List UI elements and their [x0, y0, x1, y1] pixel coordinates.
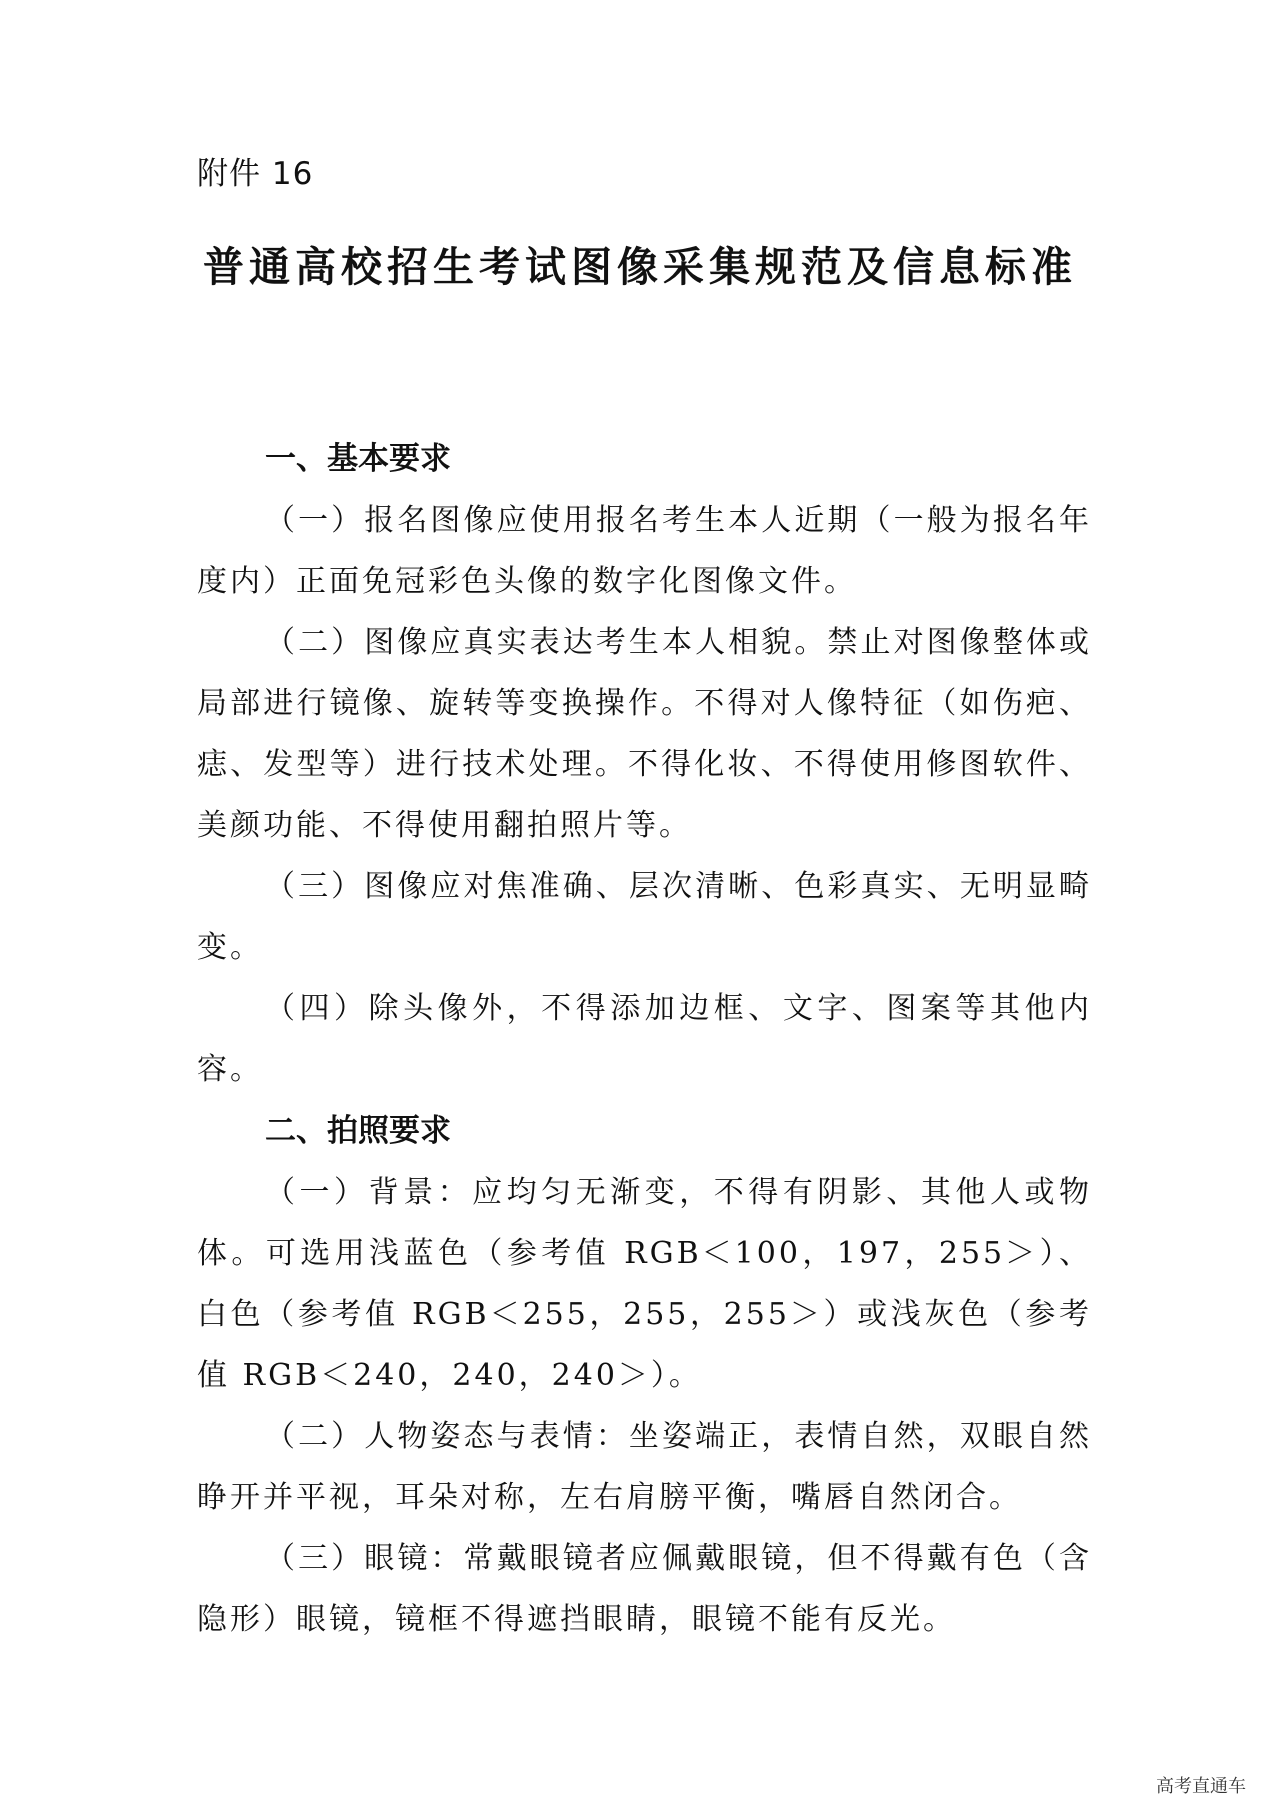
section-heading: 一、基本要求	[265, 441, 451, 477]
paragraph: （三）眼镜：常戴眼镜者应佩戴眼镜，但不得戴有色（含隐形）眼镜，镜框不得遮挡眼睛，眼镜不能有反光。	[197, 1541, 1092, 1637]
paragraph: （三）图像应对焦准确、层次清晰、色彩真实、无明显畸变。	[197, 869, 1092, 965]
attachment-label: 附件 16	[197, 156, 314, 192]
section-photo-requirements	[197, 1100, 1092, 1650]
watermark-text: 高考直通车	[1156, 1776, 1246, 1797]
paragraph: （二）图像应真实表达考生本人相貌。禁止对图像整体或局部进行镜像、旋转等变换操作。不得对人像特征（如伤疤、痣、发型等）进行技术处理。不得化妆、不得使用修图软件、美颜功能、不得使用翻拍照片等。	[197, 625, 1092, 843]
paragraph: （四）除头像外，不得添加边框、文字、图案等其他内容。	[197, 991, 1092, 1087]
paragraph: （二）人物姿态与表情：坐姿端正，表情自然，双眼自然睁开并平视，耳朵对称，左右肩膀平衡，嘴唇自然闭合。	[197, 1419, 1092, 1515]
paragraph: （一）报名图像应使用报名考生本人近期（一般为报名年度内）正面免冠彩色头像的数字化图像文件。	[197, 503, 1092, 599]
paragraph: （一）背景：应均匀无渐变，不得有阴影、其他人或物体。可选用浅蓝色（参考值 RGB＜100，197，255＞）、白色（参考值 RGB＜255，255，255＞）或浅灰色（参考值 RGB＜240，240，240＞）。	[197, 1175, 1092, 1393]
document-body	[197, 428, 1092, 1650]
section-heading: 二、拍照要求	[265, 1113, 451, 1149]
section-basic-requirements	[197, 428, 1092, 1100]
document-title: 普通高校招生考试图像采集规范及信息标准	[203, 243, 1077, 291]
